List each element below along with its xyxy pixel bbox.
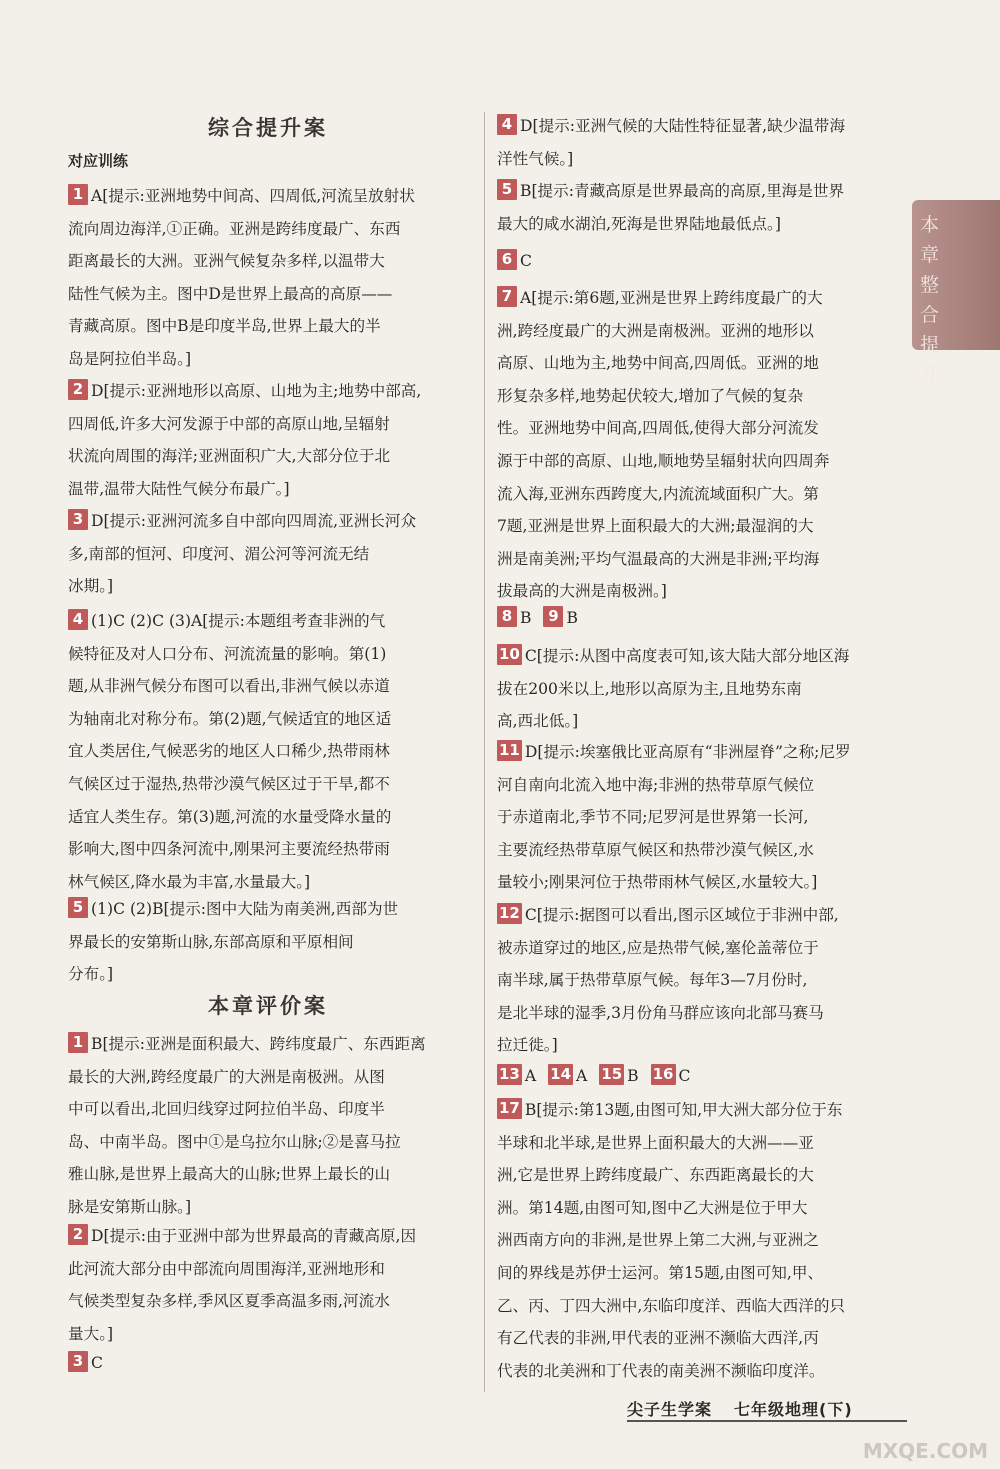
answer-item	[497, 175, 902, 240]
answer-line: 间的界线是苏伊士运河。第15题,由图可知,甲、	[497, 1263, 824, 1282]
answer-line: 主要流经热带草原气候区和热带沙漠气候区,水	[497, 840, 814, 859]
answer-line: 乙、丙、丁四大洲中,东临印度洋、西临大西洋的只	[497, 1296, 846, 1315]
answer-item	[497, 245, 902, 278]
answer-line: 影响大,图中四条河流中,刚果河主要流经热带雨	[68, 840, 390, 859]
question-number: 10	[499, 645, 520, 663]
question-number: 3	[68, 509, 88, 530]
answer-line: D[提示:由于亚洲中部为世界最高的青藏高原,因	[91, 1227, 417, 1245]
answer-line: 最长的大洲,跨经度最广的大洲是南极洲。从图	[68, 1067, 385, 1086]
answer-line: 林气候区,降水最为丰富,水量最大。]	[68, 872, 311, 891]
answer-line: 四周低,许多大河发源于中部的高原山地,呈辐射	[68, 414, 390, 433]
answer-line: 形复杂多样,地势起伏较大,增加了气候的复杂	[497, 386, 804, 405]
answer-line: 洲是南美洲;平均气温最高的大洲是非洲;平均海	[497, 549, 820, 568]
section-title: 综合提升案	[208, 116, 328, 140]
question-number: 11	[499, 741, 520, 759]
question-number: 5	[68, 897, 88, 918]
question-number: 13	[499, 1065, 520, 1083]
question-number: 15	[601, 1065, 623, 1083]
answer-line: 代表的北美洲和丁代表的南美洲不濒临印度洋。	[497, 1361, 825, 1380]
answer-line: 量较小;刚果河位于热带雨林气候区,水量较大。]	[497, 873, 818, 892]
answer-item	[68, 893, 468, 991]
answer-item	[68, 1220, 468, 1350]
answer-item	[497, 640, 902, 738]
answer-line: 流入海,亚洲东西跨度大,内流流域面积广大。第	[497, 484, 819, 503]
answer-line: 适宜人类生存。第(3)题,河流的水量受降水量的	[68, 807, 392, 826]
question-number: 5	[497, 179, 517, 200]
answer-letter: A	[576, 1067, 588, 1085]
answer-item	[68, 505, 468, 603]
answer-letter: B	[520, 609, 532, 627]
answer-line: 中可以看出,北回归线穿过阿拉伯半岛、印度半	[68, 1100, 385, 1119]
answer-letter: A	[524, 1067, 537, 1085]
answer-item	[497, 1094, 902, 1387]
question-number: 2	[68, 1224, 88, 1245]
answer-line: 候特征及对人口分布、河流流量的影响。第(1)	[68, 644, 387, 663]
watermark: MXQE.COM	[862, 1439, 988, 1463]
answer-line: C[提示:据图可以看出,图示区域位于非洲中部,	[524, 906, 839, 924]
answer-item	[497, 899, 902, 1062]
answer-line: (1)C (2)C (3)A[提示:本题组考查非洲的气	[91, 612, 386, 630]
answer-item	[497, 110, 902, 175]
answer-line: 雅山脉,是世界上最高大的山脉;世界上最长的山	[68, 1165, 391, 1184]
answer-item	[68, 605, 468, 898]
answer-line: 是北半球的湿季,3月份角马群应该向北部马赛马	[497, 1003, 824, 1022]
answer-line: 有乙代表的非洲,甲代表的亚洲不濒临大西洋,丙	[497, 1329, 819, 1348]
question-number: 3	[68, 1351, 88, 1372]
question-number: 7	[497, 286, 517, 307]
answer-line: 拔最高的大洲是南极洲。]	[497, 582, 667, 601]
answer-line: 状流向周围的海洋;亚洲面积广大,大部分位于北	[68, 447, 391, 466]
answer-line: 岛、中南半岛。图中①是乌拉尔山脉;②是喜马拉	[68, 1132, 401, 1151]
answer-line: 高原、山地为主,地势中间高,四周低。亚洲的地	[497, 354, 819, 373]
answer-letter: B	[627, 1067, 639, 1085]
question-number: 14	[550, 1065, 572, 1083]
answer-letter: C	[678, 1067, 691, 1085]
footer-grade: 七年级地理(下)	[734, 1400, 853, 1419]
answer-line: A[提示:第6题,亚洲是世界上跨纬度最广的大	[520, 289, 823, 307]
question-number: 4	[497, 114, 517, 135]
answer-line: C[提示:从图中高度表可知,该大陆大部分地区海	[524, 647, 850, 665]
answer-item	[68, 375, 468, 505]
answer-letter: B	[566, 609, 578, 627]
answer-line: 青藏高原。图中B是印度半岛,世界上最大的半	[68, 317, 381, 336]
answer-line: 为轴南北对称分布。第(2)题,气候适宜的地区适	[68, 709, 392, 728]
answer-line: 气候区过于湿热,热带沙漠气候区过于干旱,都不	[68, 774, 390, 793]
answer-row-13-16	[497, 1060, 702, 1093]
answer-line: 半球和北半球,是世界上面积最大的大洲——亚	[497, 1133, 814, 1152]
answer-line: 源于中部的高原、山地,顺地势呈辐射状向四周奔	[497, 451, 830, 470]
answer-line: B[提示:第13题,由图可知,甲大洲大部分位于东	[524, 1101, 843, 1119]
answer-line: 洲,跨经度最广的大洲是南极洲。亚洲的地形以	[497, 321, 814, 340]
section-title-2: 本章评价案	[208, 994, 328, 1018]
answer-line: 气候类型复杂多样,季风区夏季高温多雨,河流水	[68, 1292, 390, 1311]
answer-line: 于赤道南北,季节不同;尼罗河是世界第一长河,	[497, 808, 809, 827]
answer-line: A[提示:亚洲地势中间高、四周低,河流呈放射状	[91, 187, 415, 205]
footer-book-title: 尖子生学案	[627, 1400, 713, 1419]
answer-line: B[提示:青藏高原是世界最高的高原,里海是世界	[520, 182, 845, 200]
answer-item	[497, 282, 902, 608]
answer-line: 岛是阿拉伯半岛。]	[68, 349, 192, 368]
answer-line: 温带,温带大陆性气候分布最广。]	[68, 479, 290, 498]
answer-row-8-9	[497, 602, 590, 635]
question-number: 1	[68, 1032, 88, 1053]
answer-line: 脉是安第斯山脉。]	[68, 1197, 192, 1216]
answer-line: 题,从非洲气候分布图可以看出,非洲气候以赤道	[68, 677, 390, 696]
answer-line: 距离最长的大洲。亚洲气候复杂多样,以温带大	[68, 252, 385, 271]
answer-line: 量大。]	[68, 1324, 114, 1343]
answer-line: D[提示:亚洲气候的大陆性特征显著,缺少温带海	[520, 117, 846, 135]
answer-line: 性。亚洲地势中间高,四周低,使得大部分河流发	[497, 419, 819, 438]
answer-line: 洲,它是世界上跨纬度最广、东西距离最长的大	[497, 1166, 814, 1185]
answer-item	[68, 1347, 468, 1380]
answer-line: D[提示:埃塞俄比亚高原有“非洲屋脊”之称;尼罗	[524, 743, 851, 761]
subsection-title: 对应训练	[68, 152, 129, 170]
answer-line: 被赤道穿过的地区,应是热带气候,塞伦盖蒂位于	[497, 938, 819, 957]
answer-line: B[提示:亚洲是面积最大、跨纬度最广、东西距离	[91, 1035, 426, 1053]
answer-line: 冰期。]	[68, 577, 114, 596]
answer-line: 洋性气候。]	[497, 149, 574, 168]
answer-line: 多,南部的恒河、印度河、湄公河等河流无结	[68, 544, 370, 563]
answer-item	[68, 180, 468, 376]
answer-line: 拔在200米以上,地形以高原为主,且地势东南	[497, 679, 802, 698]
question-number: 12	[499, 904, 520, 922]
question-number: 16	[652, 1065, 674, 1083]
question-number: 1	[68, 184, 88, 205]
answer-line: C	[520, 252, 532, 270]
question-number: 9	[543, 606, 563, 627]
answer-line: 洲西南方向的非洲,是世界上第二大洲,与亚洲之	[497, 1231, 819, 1250]
question-number: 8	[497, 606, 517, 627]
answer-line: 拉迁徙。]	[497, 1036, 558, 1055]
answer-line: 宜人类居住,气候恶劣的地区人口稀少,热带雨林	[68, 742, 390, 761]
answer-item	[497, 736, 902, 899]
answer-line: 陆性气候为主。图中D是世界上最高的高原——	[68, 284, 393, 303]
answer-line: (1)C (2)B[提示:图中大陆为南美洲,西部为世	[91, 900, 399, 918]
answer-line: 界最长的安第斯山脉,东部高原和平原相间	[68, 932, 354, 951]
answer-line: 流向周边海洋,①正确。亚洲是跨纬度最广、东西	[68, 219, 401, 238]
answer-line: C	[91, 1354, 103, 1372]
question-number: 6	[497, 249, 517, 270]
answer-line: 高,西北低。]	[497, 712, 579, 731]
answer-line: D[提示:亚洲地形以高原、山地为主;地势中部高,	[91, 382, 422, 400]
answer-line: 洲。第14题,由图可知,图中乙大洲是位于甲大	[497, 1198, 808, 1217]
answer-line: 7题,亚洲是世界上面积最大的大洲;最湿润的大	[497, 517, 814, 536]
chapter-side-tab: 本章整合提升	[912, 200, 1000, 350]
question-number: 4	[68, 609, 88, 630]
answer-line: 最大的咸水湖泊,死海是世界陆地最低点。]	[497, 214, 781, 233]
answer-line: D[提示:亚洲河流多自中部向四周流,亚洲长河众	[91, 512, 417, 530]
column-divider	[484, 112, 485, 1392]
answer-line: 河自南向北流入地中海;非洲的热带草原气候位	[497, 775, 815, 794]
question-number: 17	[499, 1099, 520, 1117]
answer-line: 此河流大部分由中部流向周围海洋,亚洲地形和	[68, 1259, 385, 1278]
answer-line: 南半球,属于热带草原气候。每年3—7月份时,	[497, 971, 808, 990]
question-number: 2	[68, 379, 88, 400]
answer-line: 分布。]	[68, 965, 114, 984]
answer-item	[68, 1028, 468, 1224]
